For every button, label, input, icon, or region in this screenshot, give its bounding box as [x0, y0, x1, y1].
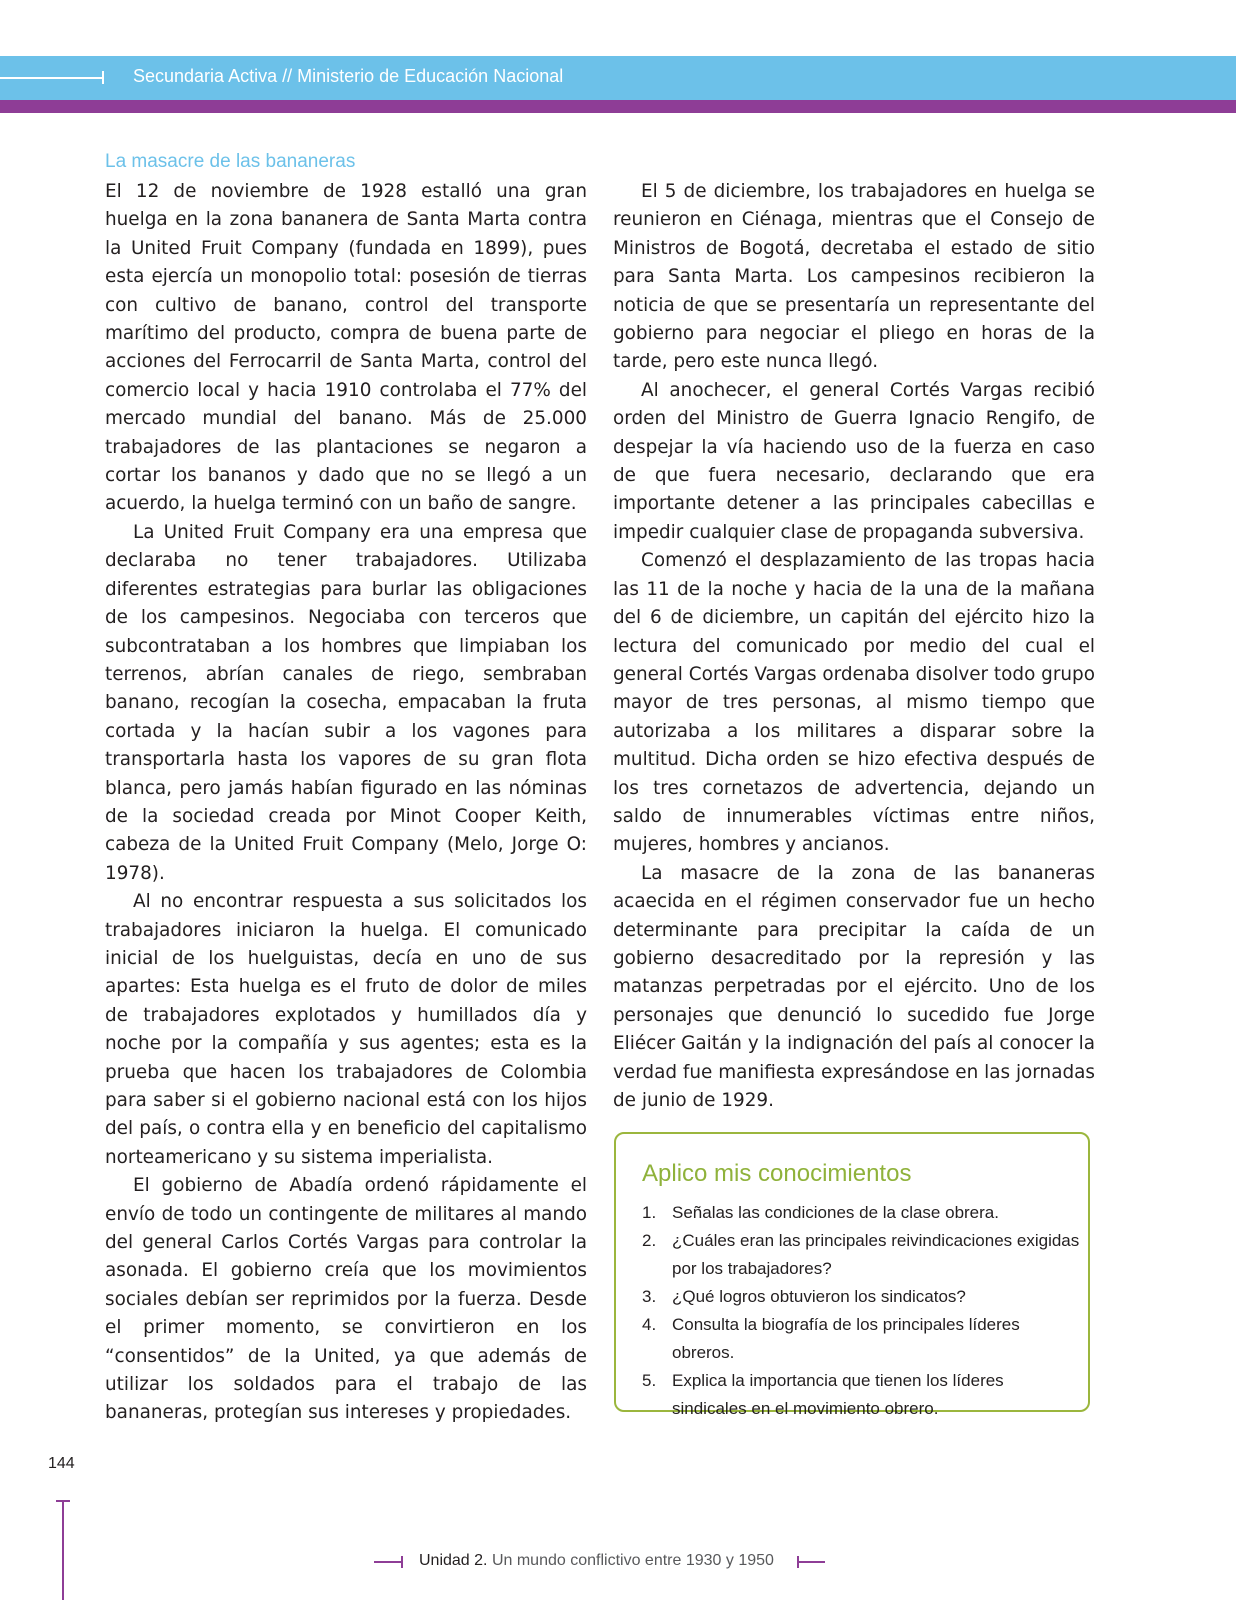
item-text: Explica la importancia que tienen los líderes sindicales en el movimiento obrero. [672, 1371, 1004, 1418]
item-text: ¿Cuáles eran las principales reivindicaciones exigidas por los trabajadores? [672, 1231, 1080, 1278]
header-rule [0, 77, 104, 79]
item-text: Consulta la biografía de los principales líderes obreros. [672, 1315, 1020, 1362]
left-column [105, 178, 587, 1428]
paragraph: Al anochecer, el general Cortés Vargas recibió orden del Ministro de Guerra Ignacio Rengifo, de despejar la vía haciendo uso de la fuerza en caso de que fuera necesario, declarando que era importante detener a las principales cabecillas e impedir cualquier clase de propaganda subversiva. [613, 379, 1095, 543]
item-number: 1. [642, 1203, 657, 1222]
header-rule-cap [102, 71, 104, 84]
item-number: 2. [642, 1231, 657, 1250]
footer-rule-left-cap [401, 1556, 403, 1568]
paragraph: El 5 de diciembre, los trabajadores en huelga se reunieron en Ciénaga, mientras que el Consejo de Ministros de Bogotá, decretaba el estado de sitio para Santa Marta. Los campesinos recibieron la noticia de que se presentaría un representante del gobierno para negociar el pliego en horas de la tarde, pero este nunca llegó. [613, 181, 1095, 373]
activity-item [642, 1283, 1082, 1311]
paragraph: La United Fruit Company era una empresa que declaraba no tener trabajadores. Utilizaba diferentes estrategias para burlar las obligaciones de los campesinos. Negociaba con terceros que subcontrataban a los hombres que limpiaban los terrenos, abrían canales de riego, sembraban banano, recogían la cosecha, empacaban la fruta cortada y la hacían subir a los vagones para transportarla hasta los vapores de su gran flota blanca, pero jamás habían figurado en las nóminas de la sociedad creada por Minot Cooper Keith, cabeza de la United Fruit Company (Melo, Jorge O: 1978). [105, 521, 587, 884]
item-number: 3. [642, 1287, 657, 1306]
footer-unit [419, 1552, 774, 1570]
footer-rule-left [374, 1561, 402, 1563]
item-text: Señalas las condiciones de la clase obrera. [672, 1203, 999, 1222]
unit-label: Unidad 2. [419, 1552, 488, 1569]
margin-line [62, 1501, 64, 1600]
item-text: ¿Qué logros obtuvieron los sindicatos? [672, 1287, 966, 1306]
activity-list [642, 1199, 1082, 1423]
activity-item [642, 1199, 1082, 1227]
paragraph: El 12 de noviembre de 1928 estalló una gran huelga en la zona bananera de Santa Marta contra la United Fruit Company (fundada en 1899), pues esta ejercía un monopolio total: posesión de tierras con cultivo de banano, control del transporte marítimo del producto, compra de buena parte de acciones del Ferrocarril de Santa Marta, control del comercio local y hacia 1910 controlaba el 77% del mercado mundial del banano. Más de 25.000 trabajadores de las plantaciones se negaron a cortar los bananos y dado que no se llegó a un acuerdo, la huelga terminó con un baño de sangre. [105, 181, 587, 515]
paragraph: Comenzó el desplazamiento de las tropas hacia las 11 de la noche y hacia de la una de la mañana del 6 de diciembre, un capitán del ejército hizo la lectura del comunicado por medio del cual el general Cortés Vargas ordenaba disolver todo grupo mayor de tres personas, al mismo tiempo que autorizaba a los militares a disparar sobre la multitud. Dicha orden se hizo efectiva después de los tres cornetazos de advertencia, dejando un saldo de innumerables víctimas entre niños, mujeres, hombres y ancianos. [613, 550, 1095, 856]
activity-item [642, 1367, 1082, 1423]
paragraph: La masacre de la zona de las bananeras acaecida en el régimen conservador fue un hecho determinante para precipitar la caída de un gobierno desacreditado por la represión y las matanzas perpetradas por el ejército. Uno de los personajes que denunció lo sucedido fue Jorge Eliécer Gaitán y la indignación del país al conocer la verdad fue manifiesta expresándose en las jornadas de junio de 1929. [613, 862, 1095, 1111]
activity-box [614, 1132, 1090, 1418]
item-number: 4. [642, 1315, 657, 1334]
paragraph: El gobierno de Abadía ordenó rápidamente el envío de todo un contingente de militares al mando del general Carlos Cortés Vargas para controlar la asonada. El gobierno creía que los movimientos sociales debían ser reprimidos por la fuerza. Desde el primer momento, se convirtieron en los “consentidos” de la United, ya que además de utilizar los soldados para el trabajo de las bananeras, protegían sus intereses y propiedades. [105, 1175, 587, 1424]
footer [374, 1550, 824, 1574]
right-column [613, 178, 1095, 1115]
item-number: 5. [642, 1371, 657, 1390]
activity-title: Aplico mis conocimientos [642, 1160, 912, 1187]
page-number: 144 [48, 1455, 75, 1472]
paragraph: Al no encontrar respuesta a sus solicitados los trabajadores iniciaron la huelga. El comunicado inicial de los huelguistas, decía en uno de sus apartes: Esta huelga es el fruto de dolor de miles de trabajadores explotados y humillados día y noche por la compañía y sus agentes; esta es la prueba que hacen los trabajadores de Colombia para saber si el gobierno nacional está con los hijos del país, o contra ella y en beneficio del capitalismo norteamericano y su sistema imperialista. [105, 891, 587, 1168]
activity-item [642, 1227, 1082, 1283]
activity-item [642, 1311, 1082, 1367]
header-accent-bar [0, 100, 1236, 113]
publication-title: Secundaria Activa // Ministerio de Educación Nacional [133, 66, 564, 86]
footer-rule-right [797, 1561, 825, 1563]
section-title: La masacre de las bananeras [105, 151, 356, 172]
unit-title: Un mundo conflictivo entre 1930 y 1950 [491, 1552, 774, 1569]
